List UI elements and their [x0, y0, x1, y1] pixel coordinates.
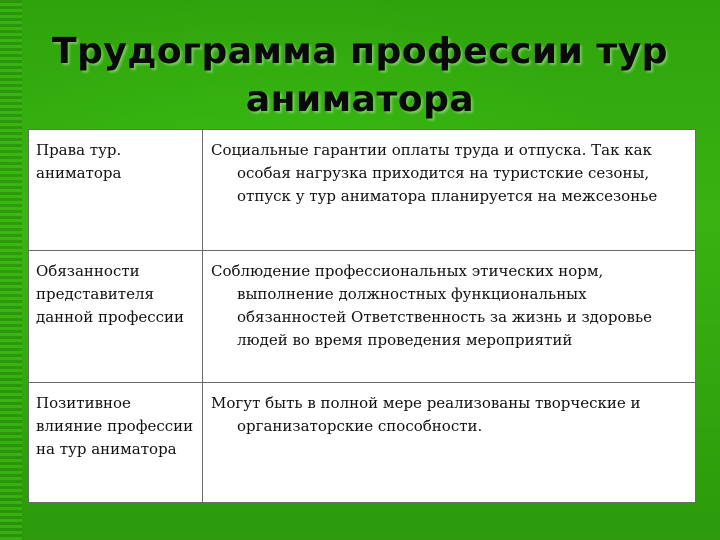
table-row	[29, 251, 696, 383]
decorative-stripe	[0, 0, 22, 540]
row-text: Социальные гарантии оплаты труда и отпуска. Так как особая нагрузка приходится на туристские сезоны, отпуск у тур аниматора планируется на межсезонье	[211, 141, 658, 205]
row-label: Права тур. аниматора	[29, 130, 203, 251]
table-row	[29, 383, 696, 503]
table-row	[29, 130, 696, 251]
row-label: Обязанности представителя данной профессии	[29, 251, 203, 383]
content-table	[28, 129, 696, 503]
slide-title	[30, 28, 690, 124]
row-text: Соблюдение профессиональных этических норм, выполнение должностных функциональных обязанностей Ответственность за жизнь и здоровье людей во время проведения мероприятий	[211, 262, 653, 349]
row-text: Могут быть в полной мере реализованы творческие и организаторские способности.	[211, 394, 641, 435]
title-line-1: Трудограмма профессии тур	[52, 31, 668, 72]
title-line-2: аниматора	[245, 79, 475, 120]
row-label: Позитивное влияние профессии на тур аниматора	[29, 383, 203, 503]
